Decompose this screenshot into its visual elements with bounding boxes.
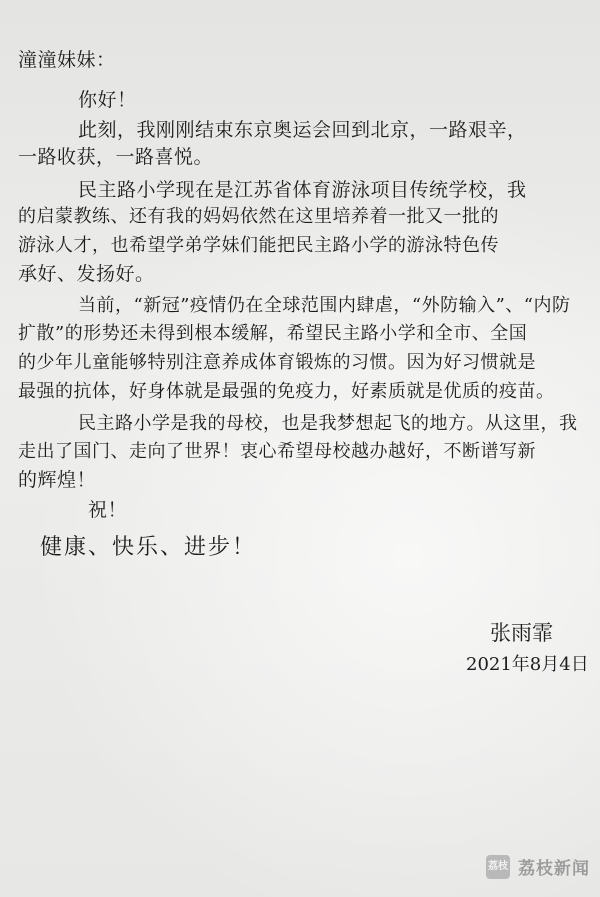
letter-line: 的少年儿童能够特别注意养成体育锻炼的习惯。因为好习惯就是 — [18, 352, 536, 373]
letter-line: 走出了国门、走向了世界！衷心希望母校越办越好，不断谱写新 — [18, 441, 536, 462]
letter-line: 此刻，我刚刚结束东京奥运会回到北京，一路艰辛， — [78, 119, 527, 141]
letter-line: 一路收获，一路喜悦。 — [18, 146, 214, 168]
letter-line: 的辉煌！ — [18, 469, 97, 491]
letter-date: 2021年8月4日 — [466, 654, 589, 675]
letter-line: 当前，“新冠”疫情仍在全球范围内肆虐，“外防输入”、“内防 — [78, 295, 571, 316]
brand-logo-icon: 荔枝 — [486, 855, 510, 879]
brand-name: 荔枝新闻 — [518, 859, 590, 879]
letter-wishes: 健康、快乐、进步！ — [40, 535, 257, 560]
brand-watermark — [486, 854, 590, 879]
letter-line: 游泳人才，也希望学弟学妹们能把民主路小学的游泳特色传 — [18, 235, 499, 256]
letter-line: 民主路小学现在是江苏省体育游泳项目传统学校，我 — [78, 179, 527, 201]
letter-greeting: 潼潼妹妹： — [18, 49, 116, 71]
letter-salutation: 你好！ — [78, 89, 137, 111]
letter-signature: 张雨霏 — [490, 621, 553, 645]
letter-line: 民主路小学是我的母校，也是我梦想起飞的地方。从这里，我 — [78, 413, 578, 434]
letter-line: 最强的抗体，好身体就是最强的免疫力，好素质就是优质的疫苗。 — [18, 381, 555, 402]
letter-line: 的启蒙教练、还有我的妈妈依然在这里培养着一批又一批的 — [18, 206, 499, 227]
letter-closing: 祝！ — [88, 499, 128, 521]
letter-line: 扩散”的形势还未得到根本缓解，希望民主路小学和全市、全国 — [18, 323, 528, 344]
letter-line: 承好、发扬好。 — [18, 263, 155, 285]
